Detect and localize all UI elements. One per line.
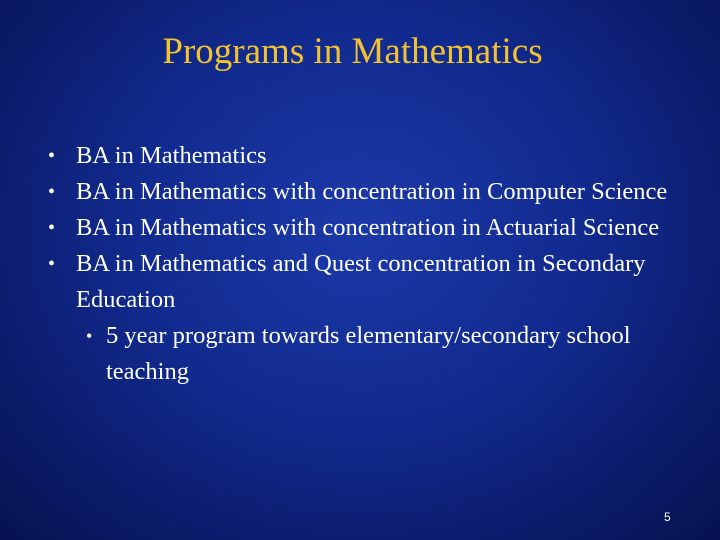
bullet-icon: •: [48, 253, 56, 275]
bullet-text: BA in Mathematics with concentration in Actuarial Science: [76, 214, 660, 241]
bullet-icon: •: [48, 217, 56, 239]
bullet-item: [48, 246, 688, 318]
bullet-item: [48, 210, 688, 246]
bullet-text: BA in Mathematics with concentration in Computer Science: [76, 178, 668, 205]
bullet-item: [48, 174, 688, 210]
bullet-text: BA in Mathematics and Quest concentration in Secondary Education: [76, 250, 646, 313]
bullet-icon: •: [86, 326, 93, 346]
slide-title: Programs in Mathematics: [162, 31, 543, 72]
bullet-list: [48, 138, 688, 390]
bullet-text: BA in Mathematics: [76, 142, 267, 169]
bullet-icon: •: [48, 181, 56, 203]
sub-bullet-text: 5 year program towards elementary/secondary school teaching: [106, 322, 631, 385]
bullet-icon: •: [48, 145, 56, 167]
bullet-item: [48, 138, 688, 174]
page-number: 5: [664, 510, 671, 524]
sub-bullet-item: [48, 318, 688, 390]
